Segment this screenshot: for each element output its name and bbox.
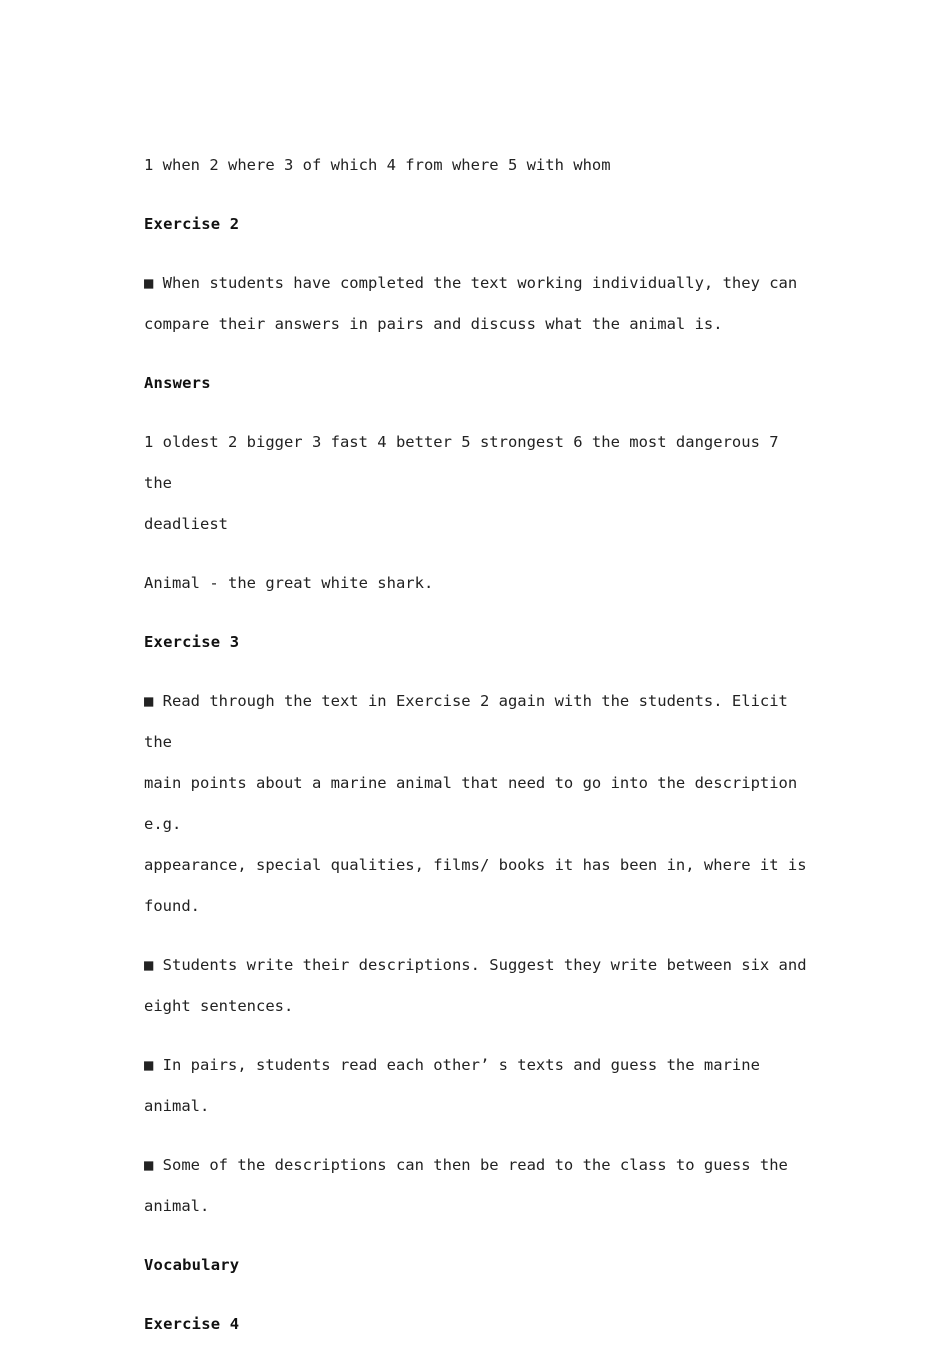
text-line: found. bbox=[144, 897, 200, 915]
heading-text: Exercise 2 bbox=[144, 215, 240, 233]
heading-vocabulary bbox=[144, 1245, 814, 1286]
heading-text: Vocabulary bbox=[144, 1256, 240, 1274]
instruction-exercise-3-a bbox=[144, 681, 814, 927]
answers-list bbox=[144, 422, 814, 545]
heading-answers bbox=[144, 363, 814, 404]
text-line: ■ Students write their descriptions. Suggest they write between six and bbox=[144, 956, 807, 974]
heading-exercise-2 bbox=[144, 204, 814, 245]
document-body bbox=[144, 145, 814, 1363]
text-line: compare their answers in pairs and discuss what the animal is. bbox=[144, 315, 723, 333]
text-line: main points about a marine animal that need to go into the description e.g. bbox=[144, 774, 807, 833]
instruction-exercise-3-d bbox=[144, 1145, 814, 1227]
animal-answer bbox=[144, 563, 814, 604]
text-line: appearance, special qualities, films/ books it has been in, where it is bbox=[144, 856, 807, 874]
text-line: Animal - the great white shark. bbox=[144, 574, 434, 592]
answers-line-exercise-1 bbox=[144, 145, 814, 186]
text-line: ■ When students have completed the text working individually, they can bbox=[144, 274, 798, 292]
heading-exercise-4 bbox=[144, 1304, 814, 1345]
text-line: 1 oldest 2 bigger 3 fast 4 better 5 strongest 6 the most dangerous 7 the bbox=[144, 433, 788, 492]
text-line: ■ Some of the descriptions can then be read to the class to guess the bbox=[144, 1156, 788, 1174]
text-line: ■ In pairs, students read each other’ s texts and guess the marine animal. bbox=[144, 1056, 770, 1115]
text-line: eight sentences. bbox=[144, 997, 294, 1015]
heading-text: Answers bbox=[144, 374, 211, 392]
text-line: ■ Read through the text in Exercise 2 again with the students. Elicit the bbox=[144, 692, 798, 751]
instruction-exercise-2 bbox=[144, 263, 814, 345]
text-line: 1 when 2 where 3 of which 4 from where 5 with whom bbox=[144, 156, 611, 174]
heading-text: Exercise 4 bbox=[144, 1315, 240, 1333]
heading-text: Exercise 3 bbox=[144, 633, 240, 651]
heading-exercise-3 bbox=[144, 622, 814, 663]
instruction-exercise-3-c bbox=[144, 1045, 814, 1127]
text-line: animal. bbox=[144, 1197, 210, 1215]
instruction-exercise-3-b bbox=[144, 945, 814, 1027]
text-line: deadliest bbox=[144, 515, 228, 533]
